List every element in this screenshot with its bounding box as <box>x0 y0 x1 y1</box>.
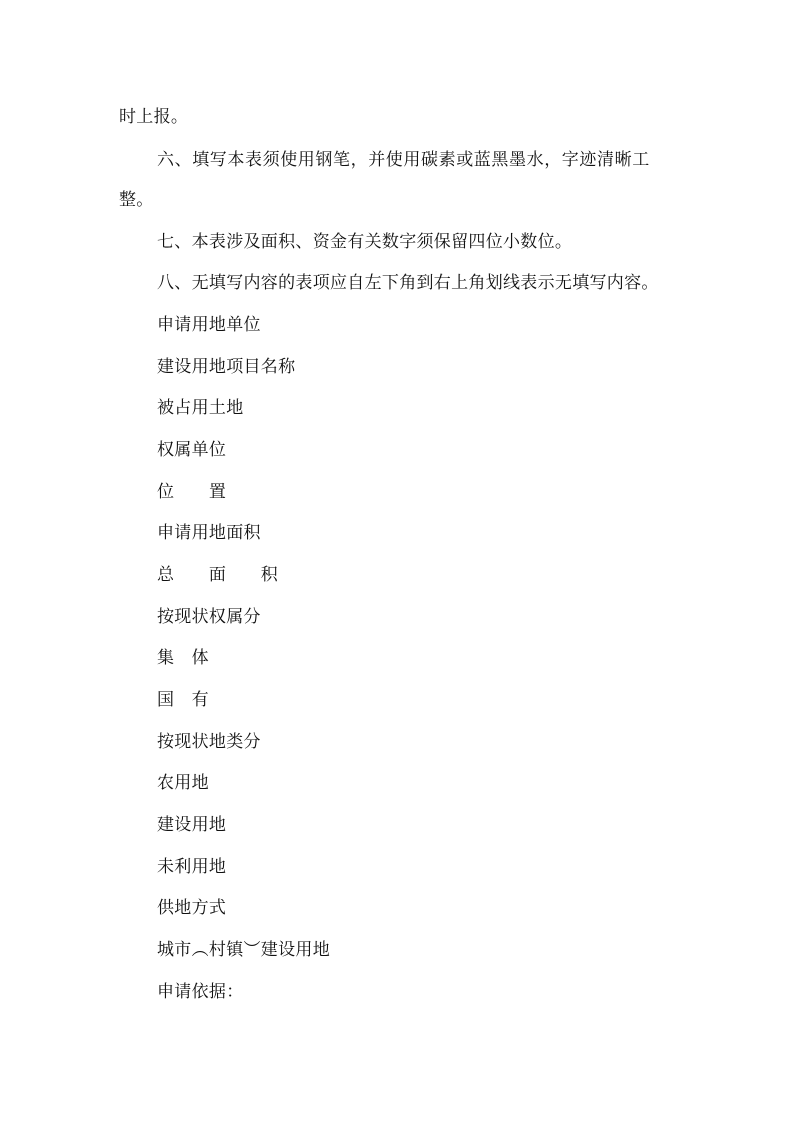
field-collective: 集 体 <box>157 648 209 668</box>
field-supply-method: 供地方式 <box>157 898 227 918</box>
field-location: 位 置 <box>157 482 227 502</box>
field-by-ownership: 按现状权属分 <box>157 607 261 627</box>
field-by-land-type: 按现状地类分 <box>157 732 261 752</box>
field-ownership-unit: 权属单位 <box>157 440 227 460</box>
field-agricultural-land: 农用地 <box>157 773 209 793</box>
field-applied-area: 申请用地面积 <box>157 523 261 543</box>
field-project-name: 建设用地项目名称 <box>157 357 296 377</box>
instruction-six: 六、填写本表须使用钢笔，并使用碳素或蓝黑墨水，字迹清晰工 <box>157 150 650 170</box>
instruction-six-continuation: 整。 <box>119 190 154 210</box>
paragraph-continuation: 时上报。 <box>119 107 189 127</box>
field-application-basis: 申请依据： <box>157 982 244 1002</box>
instruction-eight: 八、无填写内容的表项应自左下角到右上角划线表示无填写内容。 <box>157 273 659 293</box>
field-applicant-unit: 申请用地单位 <box>157 315 261 335</box>
field-construction-land: 建设用地 <box>157 815 227 835</box>
field-total-area: 总 面 积 <box>157 565 279 585</box>
field-occupied-land: 被占用土地 <box>157 398 244 418</box>
field-unused-land: 未利用地 <box>157 857 227 877</box>
instruction-seven: 七、本表涉及面积、资金有关数字须保留四位小数位。 <box>157 232 573 252</box>
field-urban-construction-land: 城市︵村镇︶建设用地 <box>157 940 330 960</box>
field-state-owned: 国 有 <box>157 690 209 710</box>
